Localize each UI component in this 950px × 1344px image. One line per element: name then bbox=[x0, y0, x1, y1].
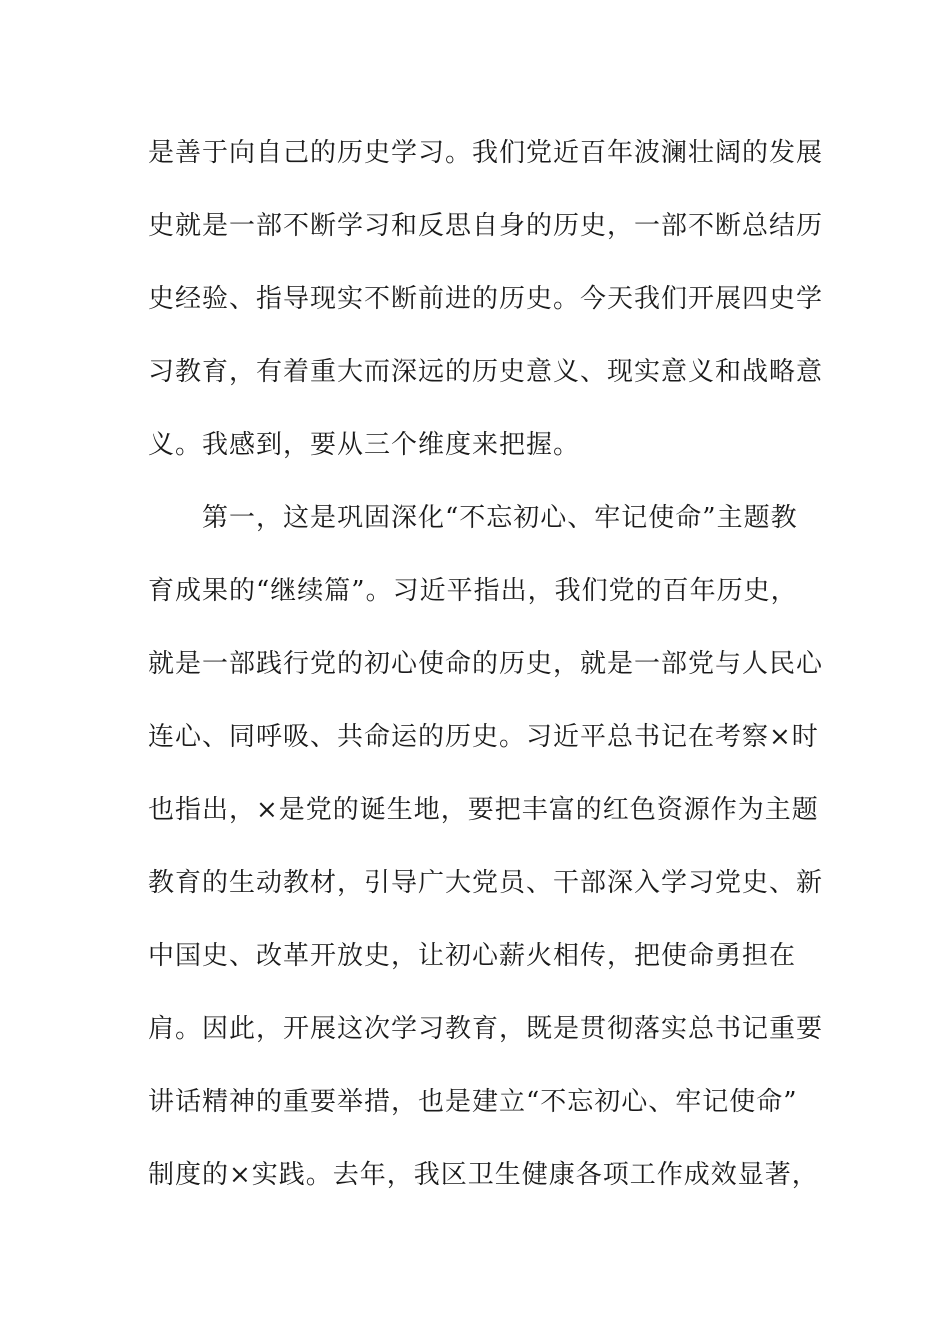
text-line: 中国史、改革开放史，让初心薪火相传，把使命勇担在 bbox=[148, 941, 797, 971]
text-line: 也指出，×是党的诞生地，要把丰富的红色资源作为主题 bbox=[148, 795, 819, 825]
text-line: 习教育，有着重大而深远的历史意义、现实意义和战略意 bbox=[148, 357, 824, 387]
text-line: 史经验、指导现实不断前进的历史。今天我们开展四史学 bbox=[148, 284, 824, 314]
text-line: 制度的×实践。去年，我区卫生健康各项工作成效显著， bbox=[148, 1160, 819, 1190]
text-line: 育成果的“继续篇”。习近平指出，我们党的百年历史， bbox=[148, 576, 798, 606]
text-line: 第一，这是巩固深化“不忘初心、牢记使命”主题教 bbox=[148, 503, 798, 533]
text-line: 讲话精神的重要举措，也是建立“不忘初心、牢记使命” bbox=[148, 1087, 798, 1117]
text-line: 是善于向自己的历史学习。我们党近百年波澜壮阔的发展 bbox=[148, 138, 824, 168]
text-line: 义。我感到，要从三个维度来把握。 bbox=[148, 430, 581, 460]
text-line: 教育的生动教材，引导广大党员、干部深入学习党史、新 bbox=[148, 868, 824, 898]
body-text bbox=[148, 130, 824, 1225]
text-line: 史就是一部不断学习和反思自身的历史，一部不断总结历 bbox=[148, 211, 824, 241]
text-line: 肩。因此，开展这次学习教育，既是贯彻落实总书记重要 bbox=[148, 1014, 824, 1044]
text-line: 连心、同呼吸、共命运的历史。习近平总书记在考察×时 bbox=[148, 722, 819, 752]
text-line: 就是一部践行党的初心使命的历史，就是一部党与人民心 bbox=[148, 649, 824, 679]
